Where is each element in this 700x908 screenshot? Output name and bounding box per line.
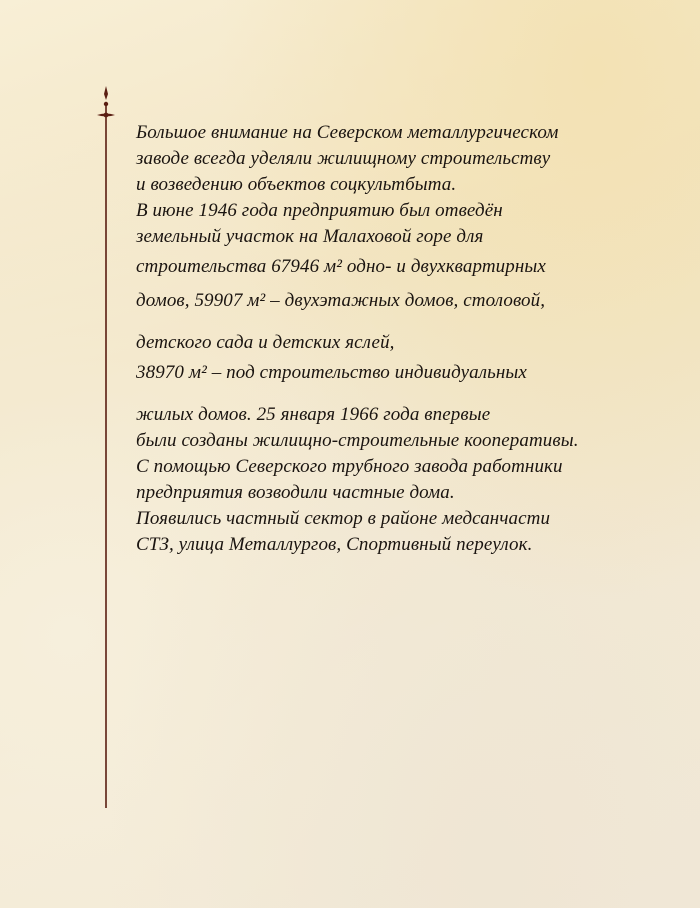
text-line: СТЗ, улица Металлургов, Спортивный переулок. <box>136 534 533 555</box>
text-line: С помощью Северского трубного завода работники <box>136 456 563 477</box>
ornamental-divider-line <box>96 86 116 808</box>
text-line: жилых домов. 25 января 1966 года впервые <box>136 404 491 425</box>
body-text <box>136 120 656 558</box>
divider-rule <box>105 106 107 808</box>
text-line: детского сада и детских яслей, <box>136 332 395 353</box>
text-line: Появились частный сектор в районе медсанчасти <box>136 508 551 529</box>
text-line: предприятия возводили частные дома. <box>136 482 455 503</box>
text-line: строительства 67946 м² одно- и двухквартирных <box>136 256 546 277</box>
text-line: домов, 59907 м² – двухэтажных домов, столовой, <box>136 290 546 311</box>
text-line: земельный участок на Малаховой горе для <box>136 226 484 247</box>
text-line: 38970 м² – под строительство индивидуальных <box>136 362 527 383</box>
divider-finial <box>104 86 108 100</box>
text-line: были созданы жилищно-строительные кооперативы. <box>136 430 579 451</box>
divider-knob <box>104 102 108 106</box>
text-line: В июне 1946 года предприятию был отведён <box>136 200 503 221</box>
text-line: Большое внимание на Северском металлургическом <box>136 122 559 143</box>
text-line: и возведению объектов соцкультбыта. <box>136 174 457 195</box>
text-line: заводе всегда уделяли жилищному строительству <box>136 148 551 169</box>
